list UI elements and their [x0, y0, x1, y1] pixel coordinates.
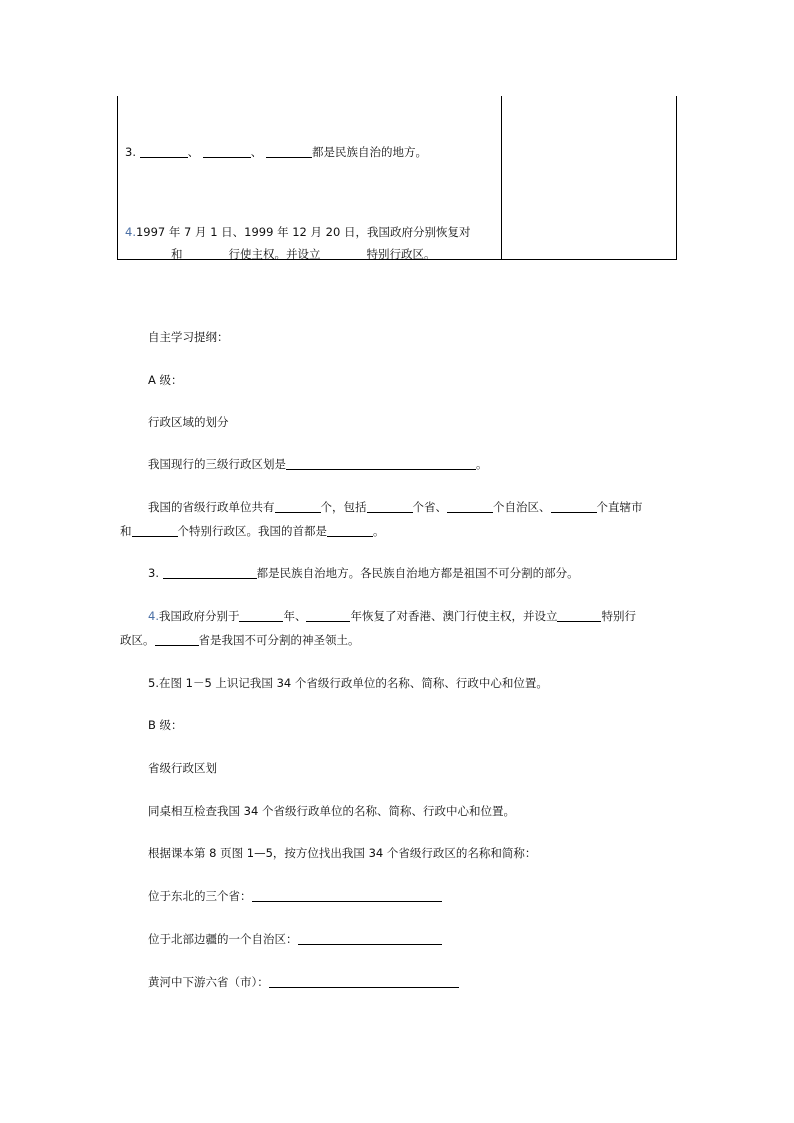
p2-text: 个自治区、	[493, 500, 551, 514]
p4-blank-1[interactable]	[239, 611, 283, 622]
p1-text: 我国现行的三级行政区划是	[148, 457, 286, 471]
p4-blank-2[interactable]	[306, 611, 350, 622]
paragraph-b1: 同桌相互检查我国 34 个省级行政单位的名称、简称、行政中心和位置。	[148, 804, 515, 818]
q4-text: 1997 年 7 月 1 日、1999 年 12 月 20 日，我国政府分别恢复对	[135, 225, 471, 239]
p1-text: 。	[476, 457, 488, 471]
p4-text: 特别行	[601, 609, 636, 623]
q3-blank-2[interactable]	[203, 147, 251, 158]
q4-number: 4.	[125, 225, 136, 239]
p2-text: 我国的省级行政单位共有	[148, 500, 275, 514]
paragraph-b2: 根据课本第 8 页图 1—5，按方位找出我国 34 个省级行政区的名称和简称：	[148, 846, 537, 860]
paragraph-4-line2	[120, 632, 360, 648]
level-a-heading: A 级：	[148, 373, 183, 387]
p2-text: 。	[373, 524, 385, 538]
paragraph-2-line1	[148, 499, 643, 515]
paragraph-3	[148, 565, 579, 581]
p4-number: 4.	[148, 609, 159, 623]
p4-text: 省是我国不可分割的神圣领土。	[198, 633, 360, 647]
paragraph-4-line1	[148, 608, 636, 624]
b5-blank[interactable]	[269, 977, 459, 988]
q3-separator: 、	[250, 145, 263, 159]
paragraph-b4	[148, 931, 442, 947]
p4-text: 年、	[283, 609, 307, 623]
section-a-heading: 行政区域的划分	[148, 415, 229, 429]
p2-blank-1[interactable]	[275, 502, 321, 513]
p4-blank-3[interactable]	[557, 611, 601, 622]
p3-text: 都是民族自治地方。各民族自治地方都是祖国不可分割的部分。	[256, 566, 579, 580]
q4-text: 和	[171, 247, 183, 261]
b3-text: 位于东北的三个省：	[148, 889, 252, 903]
paragraph-b3	[148, 888, 442, 904]
paragraph-5: 5.在图 1－5 上识记我国 34 个省级行政单位的名称、简称、行政中心和位置。	[148, 676, 548, 690]
p4-text: 我国政府分别于	[158, 609, 240, 623]
level-b-heading: B 级：	[148, 718, 183, 732]
table-question-4-line2	[121, 246, 436, 262]
b4-blank[interactable]	[298, 934, 442, 945]
q3-blank-1[interactable]	[140, 147, 188, 158]
p2-blank-3[interactable]	[447, 502, 493, 513]
p3-blank[interactable]	[163, 568, 257, 579]
p2-text: 个特别行政区。我国的首都是	[177, 524, 327, 538]
q4-text: 行使主权。并设立	[228, 247, 321, 261]
b4-text: 位于北部边疆的一个自治区：	[148, 932, 298, 946]
q4-text: 特别行政区。	[366, 247, 436, 261]
p1-blank[interactable]	[286, 459, 476, 470]
p2-blank-2[interactable]	[367, 502, 413, 513]
table-question-4-line1	[125, 224, 470, 240]
p4-text: 年恢复了对香港、澳门行使主权，并设立	[350, 609, 558, 623]
p2-text: 个省、	[412, 500, 447, 514]
q3-text: 都是民族自治的地方。	[311, 145, 427, 159]
b3-blank[interactable]	[252, 891, 442, 902]
paragraph-2-line2	[120, 523, 385, 539]
b5-text: 黄河中下游六省（市）：	[148, 975, 269, 989]
p2-text: 个，包括	[320, 500, 367, 514]
paragraph-b5	[148, 974, 459, 990]
p2-text: 和	[120, 524, 132, 538]
p4-text: 政区。	[120, 633, 155, 647]
section-b-heading: 省级行政区划	[148, 761, 217, 775]
q4-blank-2[interactable]	[183, 249, 229, 260]
p3-number: 3.	[148, 566, 159, 580]
q3-separator: 、	[187, 145, 200, 159]
q4-blank-1[interactable]	[121, 249, 171, 260]
table-question-3	[125, 144, 427, 160]
q3-number: 3.	[125, 145, 136, 159]
p2-blank-6[interactable]	[327, 526, 373, 537]
p2-blank-4[interactable]	[551, 502, 597, 513]
p2-text: 个直辖市	[596, 500, 643, 514]
q3-blank-3[interactable]	[266, 147, 312, 158]
q4-blank-3[interactable]	[321, 249, 367, 260]
table-column-divider	[501, 96, 502, 259]
paragraph-1	[148, 456, 488, 472]
p2-blank-5[interactable]	[132, 526, 178, 537]
p4-blank-4[interactable]	[155, 635, 199, 646]
outline-title: 自主学习提纲：	[148, 330, 229, 344]
answer-table	[117, 96, 677, 260]
